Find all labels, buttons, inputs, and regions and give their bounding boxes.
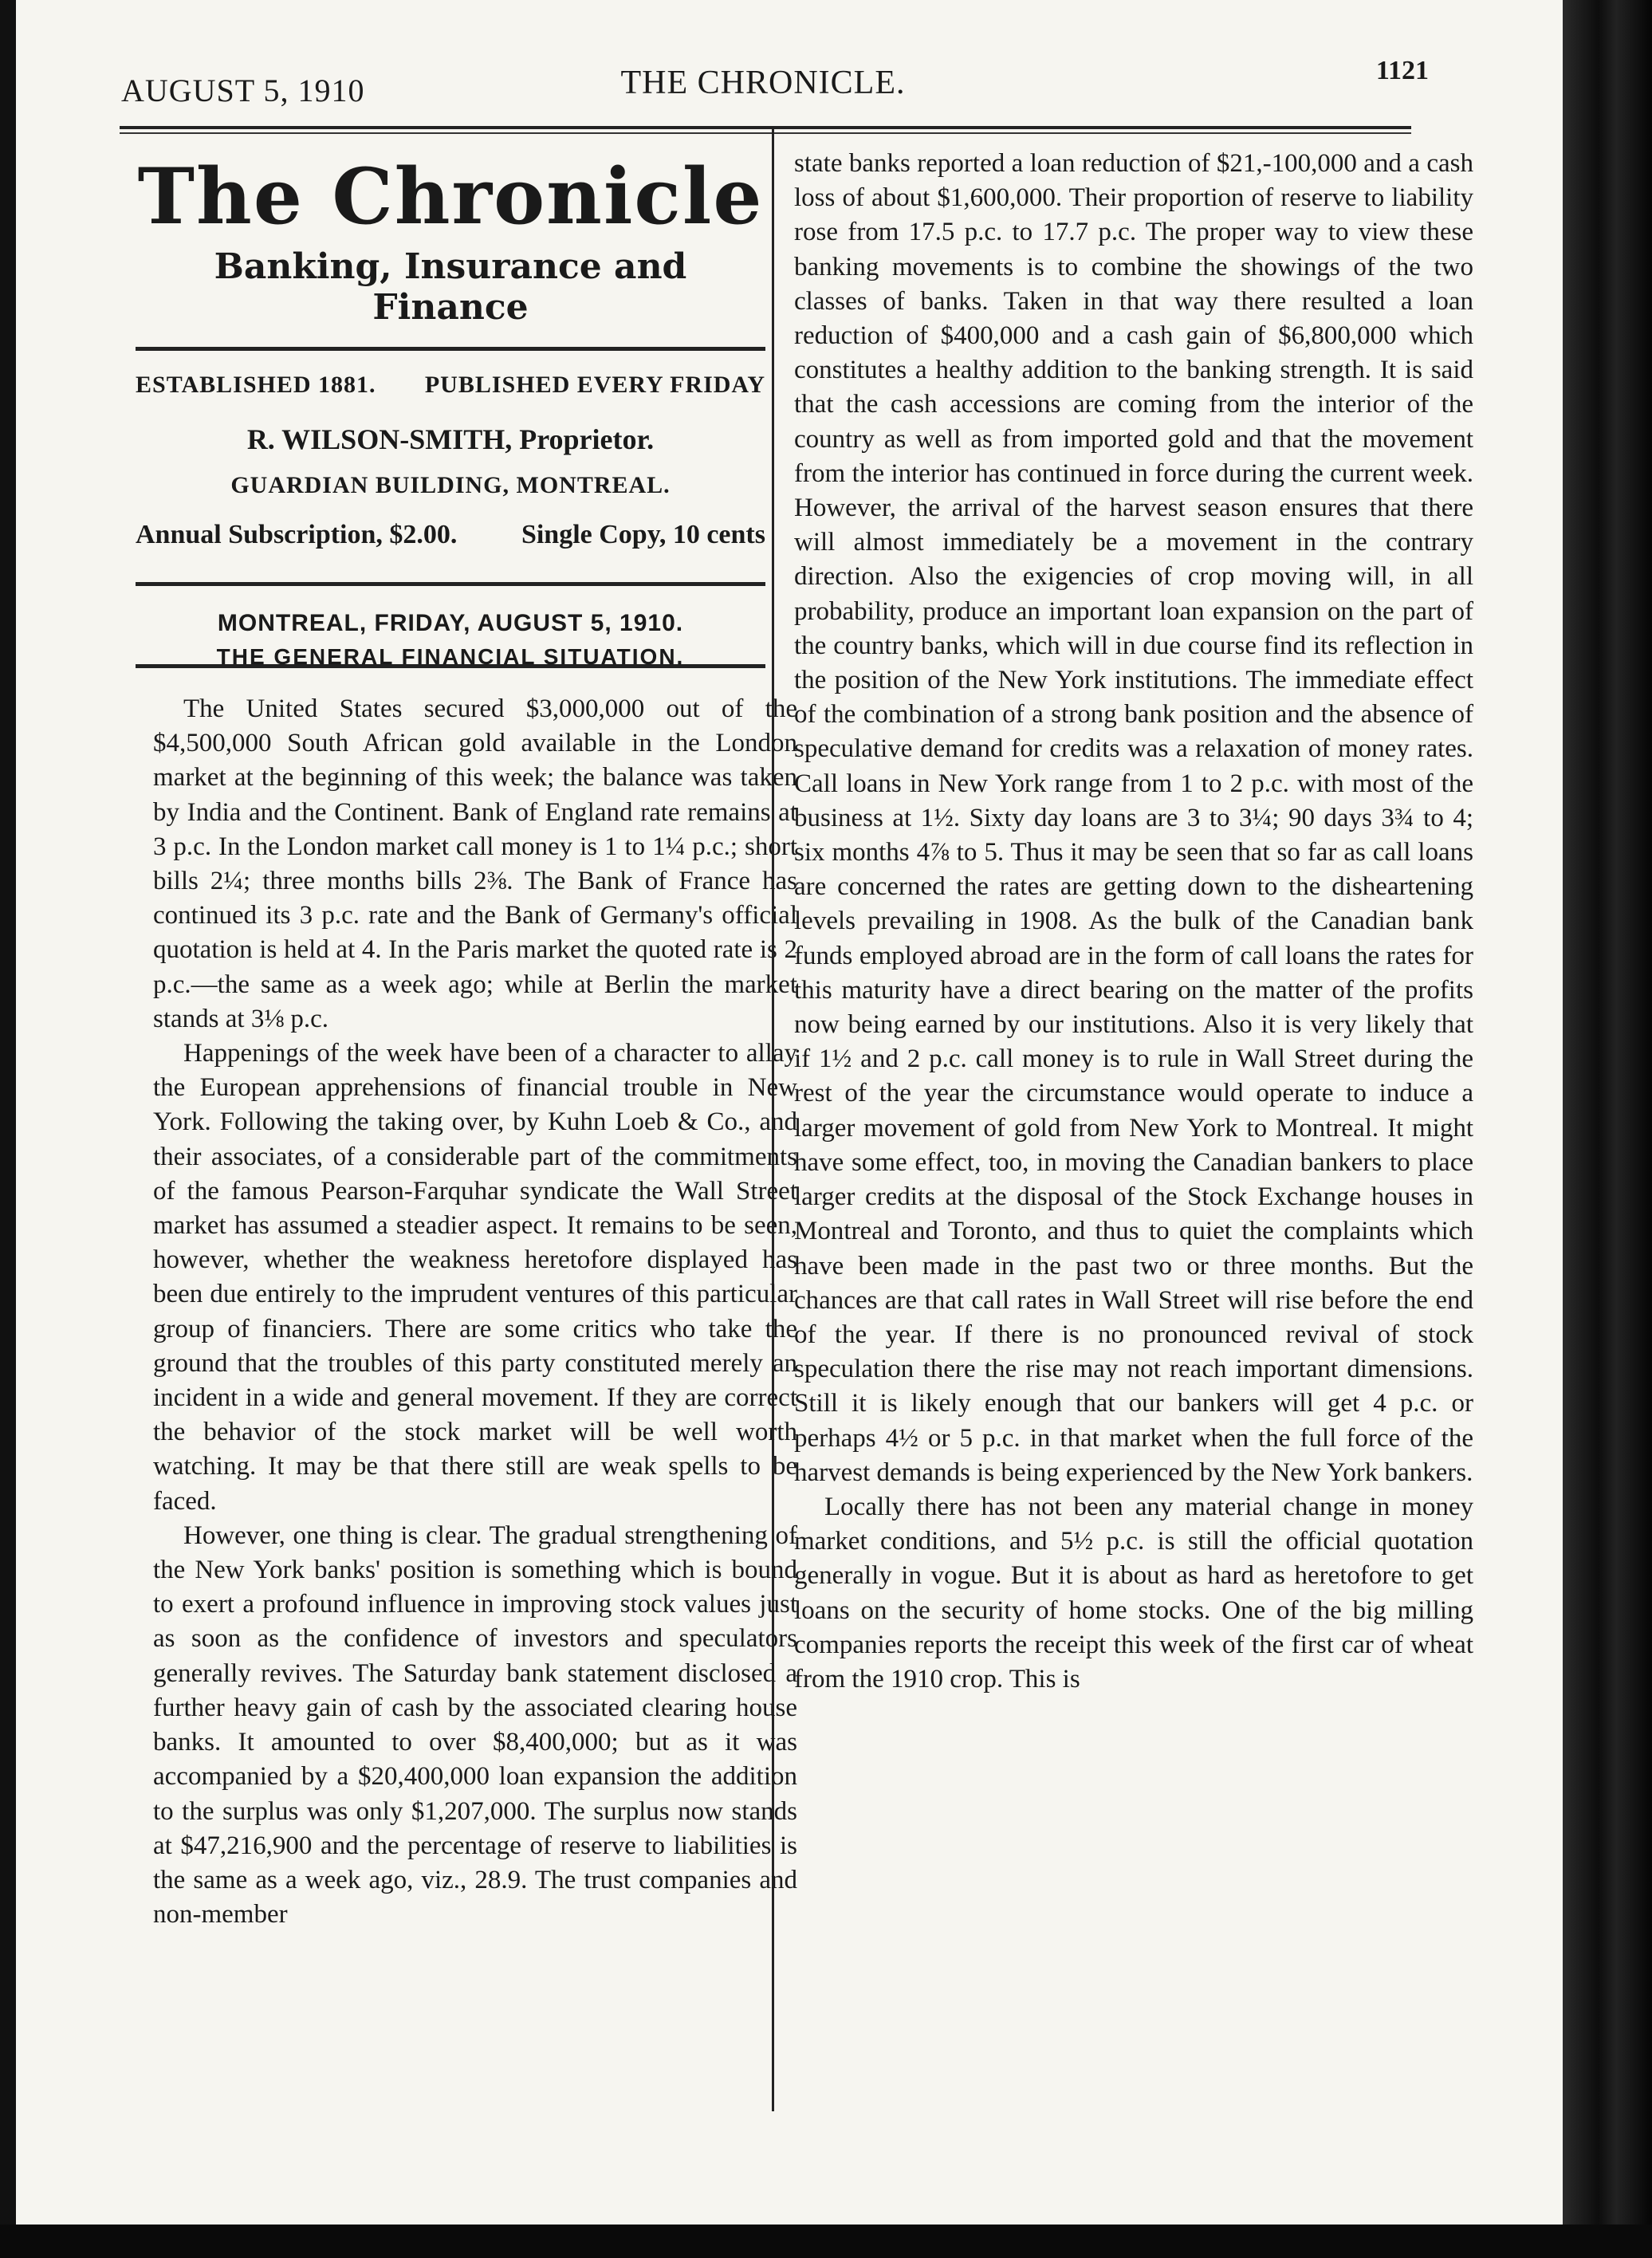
masthead <box>136 144 765 668</box>
right-column <box>794 147 1473 1697</box>
header-rule <box>120 126 1411 129</box>
subscription-row <box>136 520 765 550</box>
masthead-subtitle: Banking, Insurance and Finance <box>214 246 687 328</box>
annual-subscription-text: Annual Subscription, $2.00. <box>136 520 458 549</box>
single-copy-text: Single Copy, 10 cents <box>521 520 765 549</box>
published-text: PUBLISHED EVERY FRIDAY <box>424 372 765 398</box>
masthead-rule <box>136 347 765 351</box>
scan-bottom-edge <box>0 2225 1652 2258</box>
dateline-rule-top <box>136 582 765 586</box>
proprietor-text: R. WILSON-SMITH, Proprietor. <box>246 423 655 455</box>
book-spine <box>1563 0 1652 2258</box>
running-head <box>105 56 1429 120</box>
masthead-info-row <box>136 372 765 399</box>
paragraph: state banks reported a loan reduction of $21,-100,000 and a cash loss of about $1,600,000. Their proportion of reserve to liability rose from 17.5 p.c. to 17.7 p.c. The proper way to view these banking movements is to combine the showings of the two classes of banks. Taken in that way there resulted a loan reduction of $400,000 and a cash gain of $6,800,000 which constitutes a healthy addition to the banking strength. It is said that the cash accessions are coming from the interior of the country as well as from imported gold and that the movement from the interior has continued in force during the current week. However, the arrival of the harvest season ensures that there will almost immediately be a movement in the contrary direction. Also the exigencies of crop moving will, in all probability, produce an important loan expansion on the part of the country banks, which will in due course find its reflection in the position of the New York institutions. The immediate effect of the combination of a strong bank position and the absence of speculative demand for credits was a relaxation of money rates. Call loans in New York range from 1 to 2 p.c. with most of the business at 1½. Sixty day loans are 3 to 3¼; 90 days 3¾ to 4; six months 4⅞ to 5. Thus it may be seen that so far as call loans are concerned the rates are getting down to the disheartening levels prevailing in 1908. As the bulk of the Canadian bank funds employed abroad are in the form of call loans the rates for this maturity have a direct bearing on the matter of the profits now being earned by our institutions. Also it is very likely that if 1½ and 2 p.c. call money is to rule in Wall Street during the rest of the year the circumstance would operate to induce a larger movement of gold from New York to Montreal. It might have some effect, too, in moving the Canadian bankers to place larger credits at the disposal of the Stock Exchange houses in Montreal and Toronto, and thus to quiet the complaints which have been made in the past two or three months. But the chances are that call rates in Wall Street will rise before the end of the year. If there is no pronounced revival of stock speculation there the rise may not reach important dimensions. Still it is likely enough that our bankers will get 4 p.c. or perhaps 4½ or 5 p.c. in that market when the full force of the harvest demands is being experienced by the New York bankers. <box>794 149 1473 1487</box>
running-head-date: AUGUST 5, 1910 <box>121 73 365 108</box>
article-heading: THE GENERAL FINANCIAL SITUATION. <box>216 644 685 669</box>
newspaper-page <box>16 0 1563 2225</box>
dateline: MONTREAL, FRIDAY, AUGUST 5, 1910. <box>217 610 684 636</box>
paragraph: Locally there has not been any material change in money market conditions, and 5½ p.c. is still the official quotation generally in vogue. But it is about as hard as heretofore to get loans on the security of home stocks. One of the big milling companies reports the receipt this week of the first car of wheat from the 1910 crop. This is <box>794 1492 1473 1694</box>
established-text: ESTABLISHED 1881. <box>136 372 376 398</box>
paragraph: Happenings of the week have been of a character to allay the European apprehensions of financial trouble in New York. Following the taking over, by Kuhn Loeb & Co., and their associates, of a considerable part of the commitments of the famous Pearson-Farquhar syndicate the Wall Street market has assumed a steadier aspect. It remains to be seen, however, whether the weakness heretofore displayed has been due entirely to the imprudent ventures of this particular group of financiers. There are some critics who take the ground that the troubles of this party constituted merely an incident in a wide and general movement. If they are correct the behavior of the stock market will be well worth watching. It may be that there still are weak spells to be faced. <box>153 1039 797 1516</box>
header-rule-thin <box>120 132 1411 134</box>
page-number: 1121 <box>1375 56 1429 85</box>
paragraph: However, one thing is clear. The gradual strengthening of the New York banks' position is something which is bound to exert a profound influence in improving stock values just as soon as the confidence of investors and speculators generally revives. The Saturday bank statement disclosed a further heavy gain of cash by the associated clearing house banks. It amounted to over $8,400,000; but as it was accompanied by a $20,400,000 loan expansion the addition to the surplus was only $1,207,000. The surplus now stands at $47,216,900 and the percentage of reserve to liabilities is the same as a week ago, viz., 28.9. The trust companies and non-member <box>153 1520 797 1930</box>
paragraph: The United States secured $3,000,000 out of the $4,500,000 South African gold available in the London market at the beginning of this week; the balance was taken by India and the Continent. Bank of England rate remains at 3 p.c. In the London market call money is 1 to 1¼ p.c.; short bills 2¼; three months bills 2⅜. The Bank of France has continued its 3 p.c. rate and the Bank of Germany's official quotation is held at 4. In the Paris market the quoted rate is 2 p.c.—the same as a week ago; while at Berlin the market stands at 3⅛ p.c. <box>153 694 797 1033</box>
address-text: GUARDIAN BUILDING, MONTREAL. <box>230 472 671 498</box>
running-head-title: THE CHRONICLE. <box>620 65 906 101</box>
left-column <box>153 692 797 1932</box>
masthead-title: The Chronicle <box>137 151 764 242</box>
